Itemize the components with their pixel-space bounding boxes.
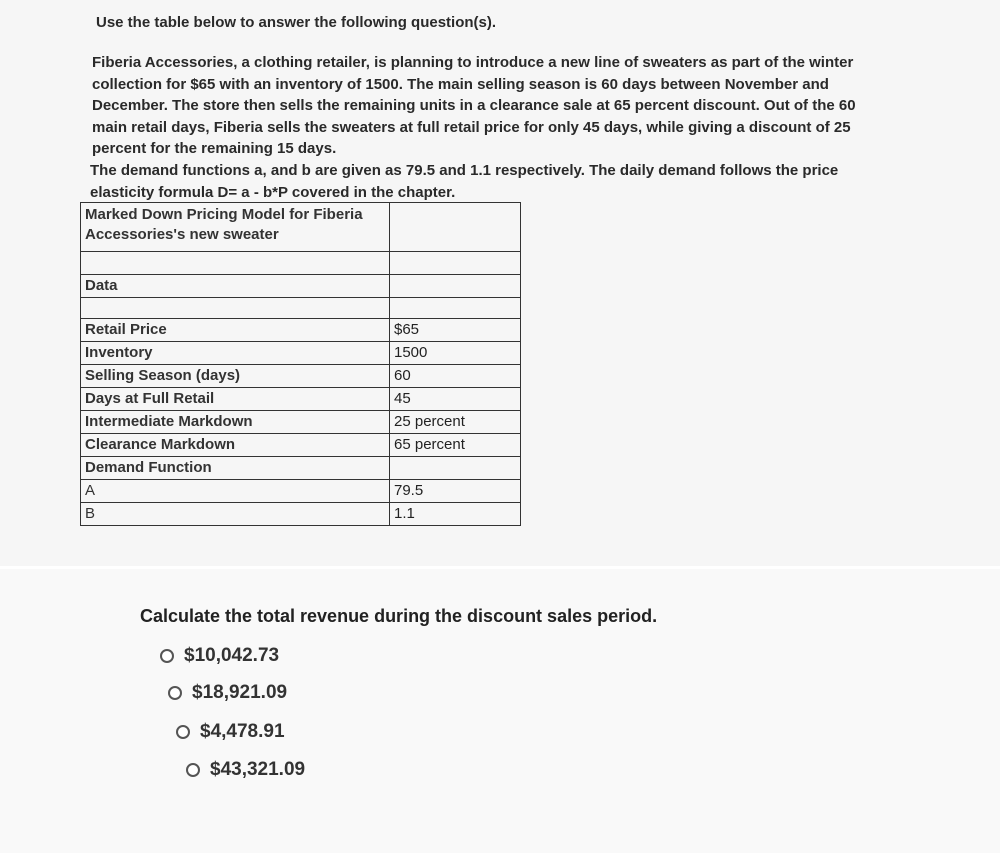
- table-row: [81, 411, 521, 434]
- answer-option-1[interactable]: [160, 645, 279, 667]
- table-row: [81, 388, 521, 411]
- row-value: 60: [390, 365, 521, 388]
- table-row: [81, 434, 521, 457]
- row-value: 1.1: [390, 503, 521, 526]
- radio-button[interactable]: [160, 649, 174, 663]
- answer-option-2[interactable]: [168, 682, 287, 704]
- table-row: [81, 480, 521, 503]
- answer-option-4[interactable]: [186, 759, 305, 781]
- row-value: 25 percent: [390, 411, 521, 434]
- row-value: 79.5: [390, 480, 521, 503]
- radio-button[interactable]: [186, 763, 200, 777]
- row-value: [390, 457, 521, 480]
- instructions: Use the table below to answer the following question(s).: [96, 14, 497, 31]
- row-label: Retail Price: [81, 319, 390, 342]
- scenario-text: Fiberia Accessories, a clothing retailer, is planning to introduce a new line of sweaters as part of the winter collection for $65 with an inventory of 1500. The main selling season is 60 days between November and December. The store then sells the remaining units in a clearance sale at 65 percent discount. Out of the 60 main retail days, Fiberia sells the sweaters at full retail price for only 45 days, while giving a discount of 25 percent for the remaining 15 days.: [92, 54, 856, 157]
- demand-text: The demand functions a, and b are given as 79.5 and 1.1 respectively. The daily demand follows the price elasticity formula D= a - b*P covered in the chapter.: [90, 162, 839, 201]
- table-row: [81, 365, 521, 388]
- radio-button[interactable]: [168, 686, 182, 700]
- row-value: 45: [390, 388, 521, 411]
- table-row: [81, 342, 521, 365]
- answer-option-3[interactable]: [176, 721, 285, 743]
- row-label: B: [81, 503, 390, 526]
- option-label: $18,921.09: [192, 682, 288, 703]
- row-label: Selling Season (days): [81, 365, 390, 388]
- row-label: Inventory: [81, 342, 390, 365]
- row-value: $65: [390, 319, 521, 342]
- row-label: Intermediate Markdown: [81, 411, 390, 434]
- question-text: Calculate the total revenue during the discount sales period.: [140, 606, 658, 626]
- row-label: Clearance Markdown: [81, 434, 390, 457]
- table-title: Marked Down Pricing Model for Fiberia Accessories's new sweater: [81, 203, 390, 252]
- row-label: Demand Function: [81, 457, 390, 480]
- pricing-table: [80, 202, 521, 526]
- row-value: 1500: [390, 342, 521, 365]
- table-row: [81, 319, 521, 342]
- table-row: [81, 503, 521, 526]
- table-row: [81, 457, 521, 480]
- row-label: A: [81, 480, 390, 503]
- row-value: 65 percent: [390, 434, 521, 457]
- option-label: $4,478.91: [200, 721, 285, 742]
- section-label: Data: [81, 275, 390, 298]
- row-label: Days at Full Retail: [81, 388, 390, 411]
- radio-button[interactable]: [176, 725, 190, 739]
- option-label: $10,042.73: [184, 645, 280, 666]
- option-label: $43,321.09: [210, 759, 306, 780]
